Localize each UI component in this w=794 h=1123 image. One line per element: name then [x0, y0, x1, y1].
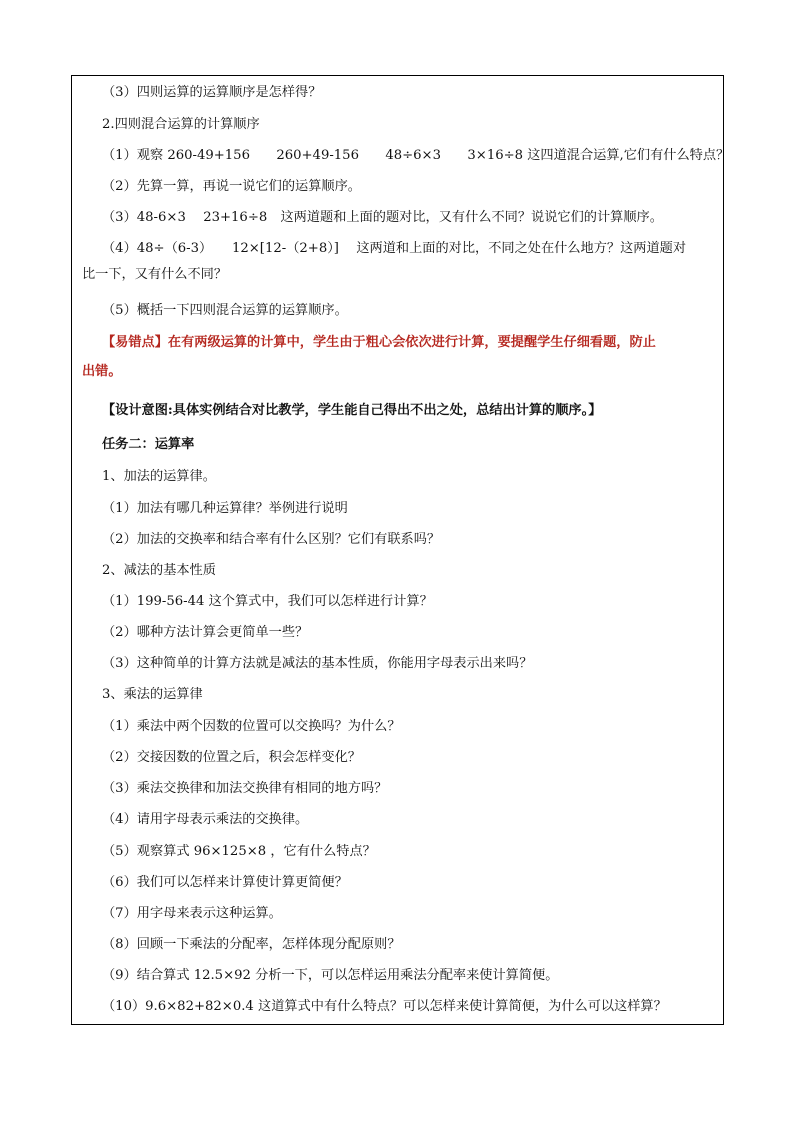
text-line: （2）交接因数的位置之后，积会怎样变化？: [102, 750, 361, 765]
text-line: （2）加法的交换率和结合率有什么区别？它们有联系吗？: [102, 532, 441, 547]
subsection-heading: 3、乘法的运算律: [102, 687, 203, 702]
text-line: （4）请用字母表示乘法的交换律。: [102, 812, 309, 827]
text-line: （9）结合算式 12.5×92 分析一下，可以怎样运用乘法分配率来使计算简便。: [102, 968, 559, 983]
text-line: （3）四则运算的运算顺序是怎样得？: [102, 85, 322, 100]
error-prone-note-cont: 出错。: [82, 364, 122, 379]
design-intent-note: 【设计意图:具体实例结合对比教学，学生能自己得出不出之处，总结出计算的顺序。】: [102, 403, 602, 418]
text-line: （2）先算一算，再说一说它们的运算顺序。: [102, 179, 361, 194]
text-line: （2）哪种方法计算会更简单一些？: [102, 625, 309, 640]
content-frame: [71, 75, 730, 1025]
section-heading: 2.四则混合运算的计算顺序: [102, 117, 260, 132]
text-line: 比一下，又有什么不同？: [82, 267, 228, 282]
task-heading: 任务二：运算率: [102, 437, 195, 452]
text-line: （5）概括一下四则混合运算的运算顺序。: [102, 303, 348, 318]
text-line: （10）9.6×82+82×0.4 这道算式中有什么特点？可以怎样来使计算简便，为什么可以这样算？: [102, 999, 667, 1014]
text-line: （6）我们可以怎样来计算使计算更简便？: [102, 875, 348, 890]
text-line: （4）48÷（6-3） 12×[12-（2+8）] 这两道和上面的对比，不同之处在什么地方？这两道题对: [102, 241, 687, 256]
text-line: （5）观察算式 96×125×8 ，它有什么特点？: [102, 844, 376, 859]
text-line: （7）用字母来表示这种运算。: [102, 906, 282, 921]
text-line: （3）这种简单的计算方法就是减法的基本性质，你能用字母表示出来吗？: [102, 656, 533, 671]
text-line: （1）乘法中两个因数的位置可以交换吗？为什么？: [102, 719, 401, 734]
text-line: （1）加法有哪几种运算律？举例进行说明: [102, 501, 348, 516]
text-line: （1）199-56-44 这个算式中，我们可以怎样进行计算？: [102, 594, 433, 609]
subsection-heading: 1、加法的运算律。: [102, 469, 216, 484]
text-line: （3）48-6×3 23+16÷8 这两道题和上面的题对比，又有什么不同？说说它们的计算顺序。: [102, 210, 663, 225]
text-line: （8）回顾一下乘法的分配率，怎样体现分配原则？: [102, 937, 401, 952]
text-line: （3）乘法交换律和加法交换律有相同的地方吗？: [102, 781, 388, 796]
error-prone-note: 【易错点】在有两级运算的计算中，学生由于粗心会依次进行计算，要提醒学生仔细看题，防止: [102, 335, 656, 350]
subsection-heading: 2、减法的基本性质: [102, 563, 216, 578]
text-line: （1）观察 260-49+156 260+49-156 48÷6×3 3×16÷8 这四道混合运算,它们有什么特点？: [102, 148, 730, 163]
